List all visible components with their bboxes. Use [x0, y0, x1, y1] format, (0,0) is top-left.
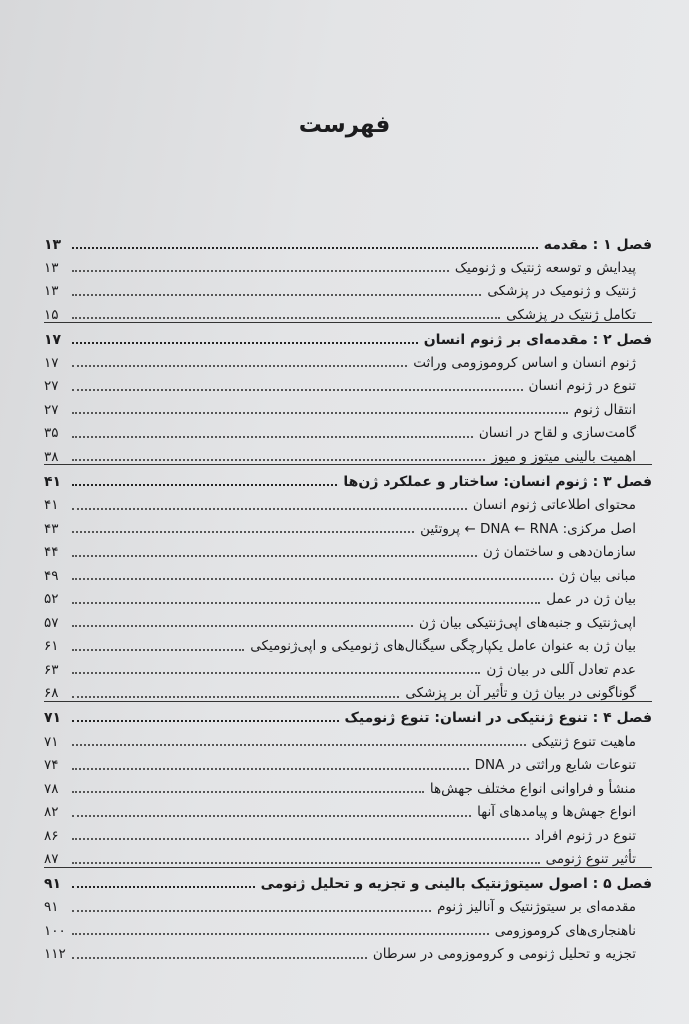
section-entry[interactable]: [44, 347, 652, 371]
dot-leader: [72, 744, 526, 746]
entry-page-number: ۴۹: [44, 567, 59, 584]
entry-page-number: ۱۳: [44, 236, 62, 253]
dot-leader: [72, 389, 523, 391]
dot-leader: [72, 555, 477, 557]
section-entry[interactable]: [44, 370, 652, 394]
entry-title: اهمیت بالینی میتوز و میوز: [491, 448, 636, 465]
section-entry[interactable]: [44, 536, 652, 560]
entry-title: منشأ و فراوانی انواع مختلف جهش‌ها: [429, 780, 636, 797]
dot-leader: [72, 484, 337, 486]
entry-title: تنوع در ژنوم انسان: [528, 378, 636, 395]
entry-title: عدم تعادل آللی در بیان ژن: [486, 661, 636, 678]
entry-title: فصل ۵ : اصول سیتوژنتیک بالینی و تجزیه و تحلیل ژنومی: [260, 876, 652, 893]
dot-leader: [72, 294, 481, 296]
section-entry[interactable]: [44, 630, 652, 654]
chapter-entry[interactable]: [44, 702, 652, 726]
entry-title: محتوای اطلاعاتی ژنوم انسان: [472, 497, 636, 514]
entry-title: ژنتیک و ژنومیک در پزشکی: [487, 283, 636, 300]
section-entry[interactable]: [44, 513, 652, 537]
entry-page-number: ۱۰۰: [44, 922, 66, 939]
entry-title: تکامل ژنتیک در پزشکی: [506, 306, 636, 323]
entry-page-number: ۷۱: [44, 710, 62, 727]
entry-page-number: ۴۳: [44, 520, 59, 537]
section-entry[interactable]: [44, 252, 652, 276]
dot-leader: [72, 768, 469, 770]
entry-title: تجزیه و تحلیل ژنومی و کروموزومی در سرطان: [372, 946, 636, 963]
dot-leader: [72, 696, 399, 698]
entry-page-number: ۳۵: [44, 425, 59, 442]
dot-leader: [72, 602, 540, 604]
dot-leader: [72, 508, 467, 510]
section-entry[interactable]: [44, 417, 652, 441]
entry-page-number: ۶۳: [44, 661, 59, 678]
entry-page-number: ۷۸: [44, 780, 59, 797]
dot-leader: [72, 365, 407, 367]
entry-page-number: ۴۱: [44, 497, 59, 514]
section-entry[interactable]: [44, 441, 652, 465]
entry-title: تنوعات شایع وراثتی در DNA: [474, 757, 636, 774]
entry-page-number: ۸۷: [44, 851, 59, 868]
dot-leader: [72, 862, 540, 864]
dot-leader: [72, 270, 449, 272]
entry-title: انواع جهش‌ها و پیامدهای آنها: [477, 804, 636, 821]
section-entry[interactable]: [44, 938, 652, 962]
table-of-contents: [44, 228, 652, 962]
entry-page-number: ۴۴: [44, 544, 59, 561]
chapter-entry[interactable]: [44, 868, 652, 892]
section-entry[interactable]: [44, 394, 652, 418]
dot-leader: [72, 317, 500, 319]
entry-title: ژنوم انسان و اساس کروموزومی وراثت: [413, 354, 636, 371]
dot-leader: [72, 459, 485, 461]
dot-leader: [72, 910, 431, 912]
entry-page-number: ۹۱: [44, 876, 62, 893]
page-title: فهرست: [298, 112, 391, 138]
section-entry[interactable]: [44, 677, 652, 701]
entry-title: تنوع در ژنوم افراد: [534, 827, 636, 844]
section-entry[interactable]: [44, 915, 652, 939]
entry-title: بیان ژن به عنوان عامل یکپارچگی سیگنال‌های ژنومیکی و اپی‌ژنومیکی: [250, 638, 636, 655]
dot-leader: [72, 886, 255, 888]
entry-page-number: ۱۵: [44, 306, 59, 323]
section-entry[interactable]: [44, 749, 652, 773]
chapter-entry[interactable]: [44, 323, 652, 347]
entry-title: فصل ۳ : ژنوم انسان: ساختار و عملکرد ژن‌ها: [343, 474, 652, 491]
section-entry[interactable]: [44, 654, 652, 678]
dot-leader: [72, 815, 471, 817]
section-entry[interactable]: [44, 489, 652, 513]
entry-page-number: ۹۱: [44, 899, 59, 916]
section-entry[interactable]: [44, 820, 652, 844]
dot-leader: [72, 838, 529, 840]
entry-page-number: ۲۷: [44, 401, 59, 418]
entry-title: مقدمه‌ای بر سیتوژنتیک و آنالیز ژنوم: [437, 899, 636, 916]
chapter-entry[interactable]: [44, 228, 652, 252]
entry-title: گامت‌سازی و لقاح در انسان: [478, 425, 636, 442]
entry-title: اپی‌ژنتیک و جنبه‌های اپی‌ژنتیکی بیان ژن: [419, 614, 636, 631]
entry-page-number: ۷۱: [44, 733, 59, 750]
section-entry[interactable]: [44, 891, 652, 915]
section-entry[interactable]: [44, 299, 652, 323]
entry-page-number: ۲۷: [44, 378, 59, 395]
section-entry[interactable]: [44, 275, 652, 299]
entry-page-number: ۶۱: [44, 638, 59, 655]
section-entry[interactable]: [44, 796, 652, 820]
entry-title: سازمان‌دهی و ساختمان ژن: [482, 544, 636, 561]
entry-page-number: ۱۷: [44, 354, 59, 371]
entry-page-number: ۳۸: [44, 448, 59, 465]
entry-title: تأثیر تنوع ژنومی: [545, 851, 636, 868]
entry-title: فصل ۴ : تنوع ژنتیکی در انسان: تنوع ژنومیک: [344, 710, 652, 727]
entry-page-number: ۸۲: [44, 804, 59, 821]
entry-page-number: ۱۷: [44, 331, 62, 348]
dot-leader: [72, 720, 339, 722]
section-entry[interactable]: [44, 560, 652, 584]
entry-title: بیان ژن در عمل: [546, 591, 636, 608]
entry-page-number: ۸۶: [44, 827, 59, 844]
entry-page-number: ۱۳: [44, 283, 59, 300]
entry-page-number: ۷۴: [44, 757, 59, 774]
dot-leader: [72, 672, 480, 674]
entry-page-number: ۵۷: [44, 614, 59, 631]
section-entry[interactable]: [44, 607, 652, 631]
entry-page-number: ۴۱: [44, 474, 62, 491]
dot-leader: [72, 649, 244, 651]
entry-page-number: ۱۱۲: [44, 946, 66, 963]
dot-leader: [72, 933, 489, 935]
entry-title: ناهنجاری‌های کروموزومی: [494, 922, 636, 939]
dot-leader: [72, 791, 424, 793]
chapter-entry[interactable]: [44, 465, 652, 489]
entry-title: فصل ۱ : مقدمه: [543, 236, 652, 253]
dot-leader: [72, 957, 367, 959]
dot-leader: [72, 342, 418, 344]
entry-title: اصل مرکزی: DNA ← RNA ← پروتئین: [420, 520, 636, 537]
section-entry[interactable]: [44, 725, 652, 749]
entry-title: ماهیت تنوع ژنتیکی: [531, 733, 636, 750]
entry-page-number: ۶۸: [44, 685, 59, 702]
section-entry[interactable]: [44, 843, 652, 867]
dot-leader: [72, 436, 473, 438]
entry-page-number: ۱۳: [44, 259, 59, 276]
section-entry[interactable]: [44, 773, 652, 797]
dot-leader: [72, 412, 568, 414]
dot-leader: [72, 625, 413, 627]
dot-leader: [72, 531, 414, 533]
entry-title: انتقال ژنوم: [573, 401, 636, 418]
entry-title: فصل ۲ : مقدمه‌ای بر ژنوم انسان: [423, 331, 652, 348]
entry-title: گوناگونی در بیان ژن و تأثیر آن بر پزشکی: [405, 685, 636, 702]
entry-title: پیدایش و توسعه ژنتیک و ژنومیک: [454, 259, 636, 276]
dot-leader: [72, 247, 538, 249]
entry-title: مبانی بیان ژن: [558, 567, 636, 584]
section-entry[interactable]: [44, 583, 652, 607]
entry-page-number: ۵۲: [44, 591, 59, 608]
dot-leader: [72, 578, 553, 580]
